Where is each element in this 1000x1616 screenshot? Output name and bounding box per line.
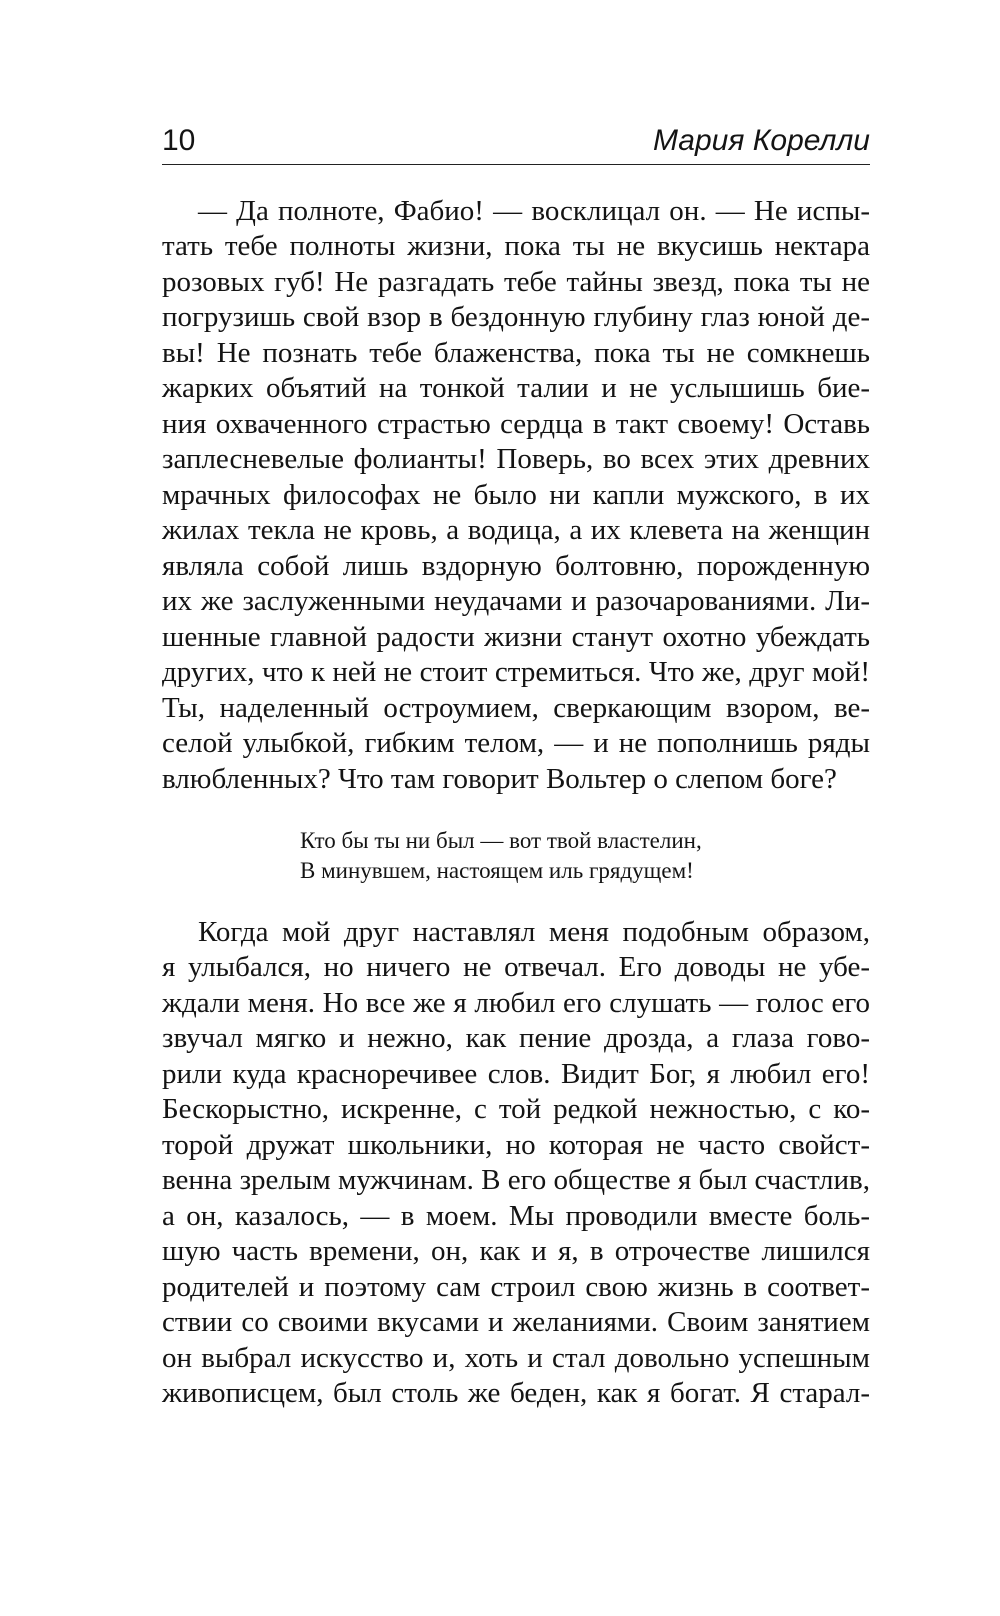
text-line: он выбрал искусство и, хоть и стал довольно успешным [162,1342,870,1374]
text-line: звучал мягко и нежно, как пение дрозда, а глаза гово- [162,1022,870,1054]
verse-line: Кто бы ты ни был — вот твой властелин, [300,828,702,853]
header-rule [162,164,870,165]
text-line: жарких объятий на тонкой талии и не услышишь бие- [162,372,870,404]
text-line: шую часть времени, он, как и я, в отрочестве лишился [162,1235,870,1267]
text-line: ждали меня. Но все же я любил его слушать — голос его [162,987,870,1019]
text-line: мрачных философах не было ни капли мужского, в их [162,479,870,511]
text-line: Ты, наделенный остроумием, сверкающим взором, ве- [162,692,870,724]
text-line: рили куда красноречивее слов. Видит Бог, я любил его! [162,1058,870,1090]
text-line: — Да полноте, Фабио! — восклицал он. — Не испы- [198,195,870,227]
text-line: тать тебе полноты жизни, пока ты не вкусишь нектара [162,230,870,262]
text-line: влюбленных? Что там говорит Вольтер о слепом боге? [162,763,837,795]
text-line: торой дружат школьники, но которая не часто свойст- [162,1129,870,1161]
text-line: ствии со своими вкусами и желаниями. Своим занятием [162,1306,870,1338]
text-line: венна зрелым мужчинам. В его обществе я был счастлив, [162,1164,870,1196]
text-line: Бескорыстно, искренне, с той редкой нежностью, с ко- [162,1093,870,1125]
text-line: а он, казалось, — в моем. Мы проводили вместе боль- [162,1200,870,1232]
running-head-author: Мария Корелли [652,124,870,157]
text-line: являла собой лишь вздорную болтовню, порожденную [162,550,870,582]
text-line: Когда мой друг наставлял меня подобным образом, [198,916,870,948]
text-line: живописцем, был столь же беден, как я богат. Я старал- [162,1377,870,1409]
page-header [162,124,870,166]
text-line: я улыбался, но ничего не отвечал. Его доводы не убе- [162,951,870,983]
text-line: селой улыбкой, гибким телом, — и не пополнишь ряды [162,727,870,759]
text-line: шенные главной радости жизни станут охотно убеждать [162,621,870,653]
text-line: родителей и поэтому сам строил свою жизнь в соответ- [162,1271,870,1303]
text-line: их же заслуженными неудачами и разочарованиями. Ли- [162,585,870,617]
text-line: других, что к ней не стоит стремиться. Что же, друг мой! [162,656,870,688]
text-line: погрузишь свой взор в бездонную глубину глаз юной де- [162,301,870,333]
text-line: ния охваченного страстью сердца в такт своему! Оставь [162,408,870,440]
page-number: 10 [162,124,196,157]
text-line: розовых губ! Не разгадать тебе тайны звезд, пока ты не [162,266,870,298]
text-line: заплесневелые фолианты! Поверь, во всех этих древних [162,443,870,475]
text-line: вы! Не познать тебе блаженства, пока ты не сомкнешь [162,337,870,369]
text-line: жилах текла не кровь, а водица, а их клевета на женщин [162,514,870,546]
verse-line: В минувшем, настоящем иль грядущем! [300,858,694,883]
